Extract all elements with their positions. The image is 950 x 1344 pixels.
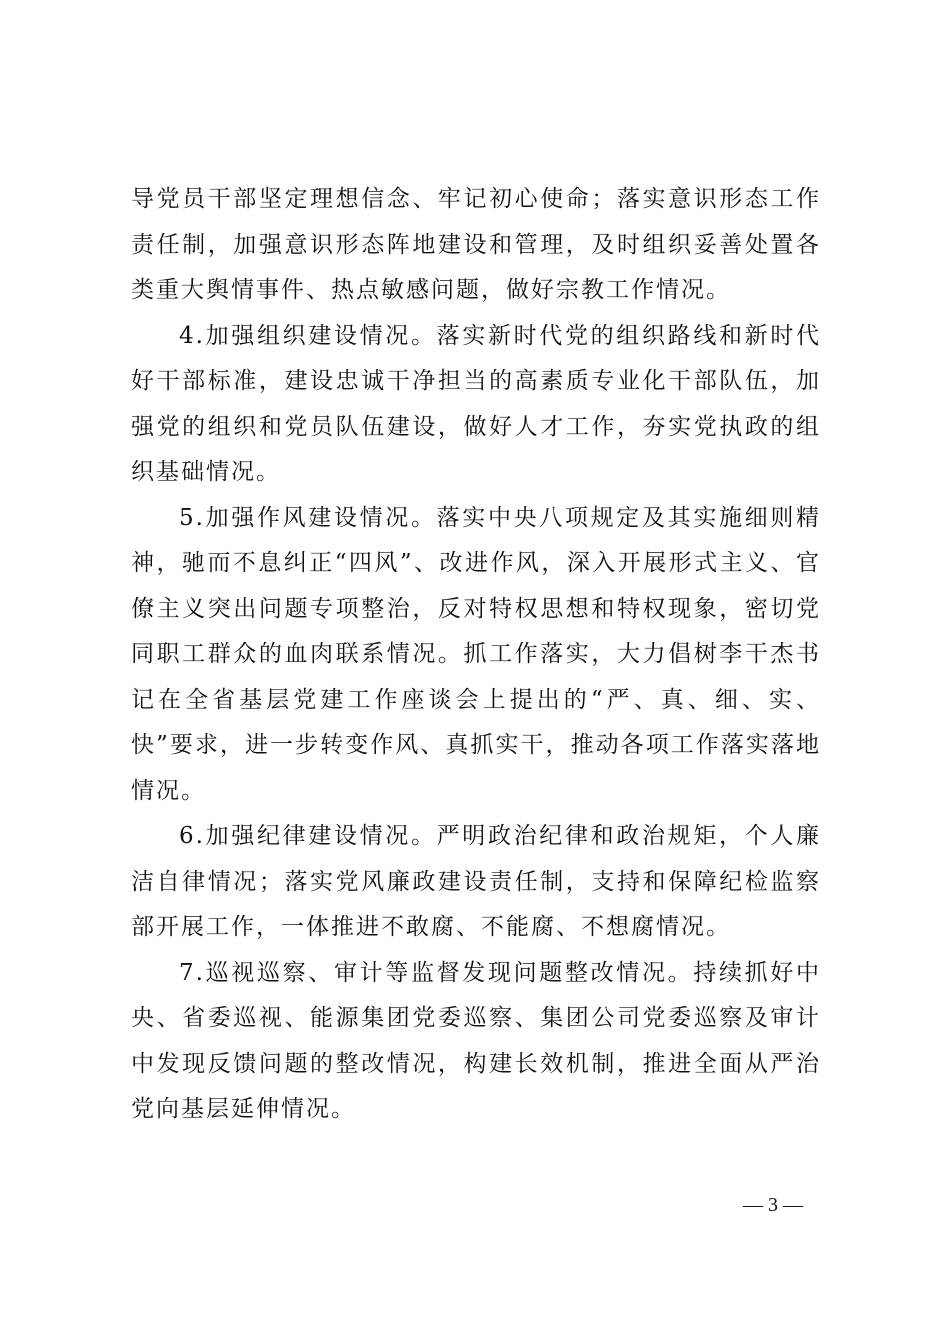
page-number: — 3 —: [743, 1194, 803, 1216]
paragraph-organization-building: 4.加强组织建设情况。落实新时代党的组织路线和新时代好干部标准，建设忠诚干净担当的高素质专业化干部队伍，加强党的组织和党员队伍建设，做好人才工作，夯实党执政的组织基础情况。: [131, 322, 821, 485]
paragraph-discipline-building: 6.加强纪律建设情况。严明政治纪律和政治规矩，个人廉洁自律情况；落实党风廉政建设责任制，支持和保障纪检监察部开展工作，一体推进不敢腐、不能腐、不想腐情况。: [131, 823, 821, 940]
body-text: [131, 177, 821, 1133]
paragraph-inspection-rectification: 7.巡视巡察、审计等监督发现问题整改情况。持续抓好中央、省委巡视、能源集团党委巡察、集团公司党委巡察及审计中发现反馈问题的整改情况，构建长效机制，推进全面从严治党向基层延伸情况。: [131, 959, 821, 1122]
paragraph-continued: 导党员干部坚定理想信念、牢记初心使命；落实意识形态工作责任制，加强意识形态阵地建设和管理，及时组织妥善处置各类重大舆情事件、热点敏感问题，做好宗教工作情况。: [131, 186, 821, 303]
paragraph-work-style-building: 5.加强作风建设情况。落实中央八项规定及其实施细则精神，驰而不息纠正“四风”、改进作风，深入开展形式主义、官僚主义突出问题专项整治，反对特权思想和特权现象，密切党同职工群众的血肉联系情况。抓工作落实，大力倡树李干杰书记在全省基层党建工作座谈会上提出的“严、真、细、实、快”要求，进一步转变作风、真抓实干，推动各项工作落实落地情况。: [131, 504, 821, 804]
